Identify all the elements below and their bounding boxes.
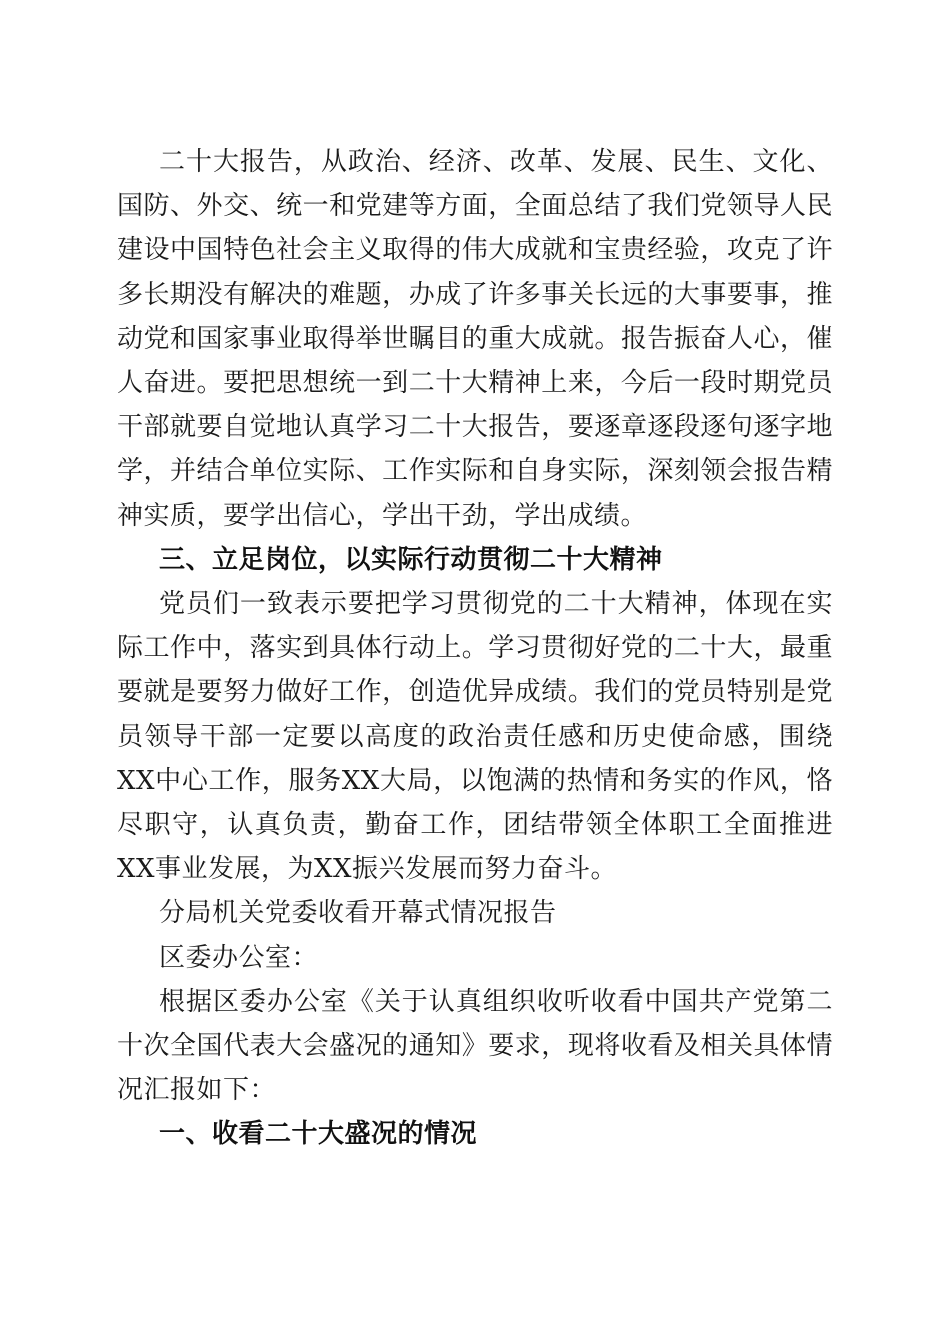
paragraph-notice: 根据区委办公室《关于认真组织收听收看中国共产党第二十次全国代表大会盛况的通知》要求，现将收看及相关具体情况汇报如下：: [117, 986, 833, 1106]
section-heading-one: 一、收看二十大盛况的情况: [159, 1119, 478, 1150]
document-body: [117, 140, 833, 1157]
paragraph-implementation: 党员们一致表示要把学习贯彻党的二十大精神，体现在实际工作中，落实到具体行动上。学习贯彻好党的二十大，最重要就是要努力做好工作，创造优异成绩。我们的党员特别是党员领导干部一定要以高度的政治责任感和历史使命感，围绕XX中心工作，服务XX大局，以饱满的热情和务实的作风，恪尽职守，认真负责，勤奋工作，团结带领全体职工全面推进XX事业发展，为XX振兴发展而努力奋斗。: [117, 589, 833, 885]
section-heading-three: 三、立足岗位，以实际行动贯彻二十大精神: [159, 544, 663, 575]
salutation: 区委办公室：: [159, 942, 319, 973]
report-title: 分局机关党委收看开幕式情况报告: [159, 898, 557, 929]
paragraph-report-summary: 二十大报告，从政治、经济、改革、发展、民生、文化、国防、外交、统一和党建等方面，全面总结了我们党领导人民建设中国特色社会主义取得的伟大成就和宝贵经验，攻克了许多长期没有解决的难题，办成了许多事关长远的大事要事，推动党和国家事业取得举世瞩目的重大成就。报告振奋人心，催人奋进。要把思想统一到二十大精神上来，今后一段时期党员干部就要自觉地认真学习二十大报告，要逐章逐段逐句逐字地学，并结合单位实际、工作实际和自身实际，深刻领会报告精神实质，要学出信心，学出干劲，学出成绩。: [117, 147, 833, 531]
